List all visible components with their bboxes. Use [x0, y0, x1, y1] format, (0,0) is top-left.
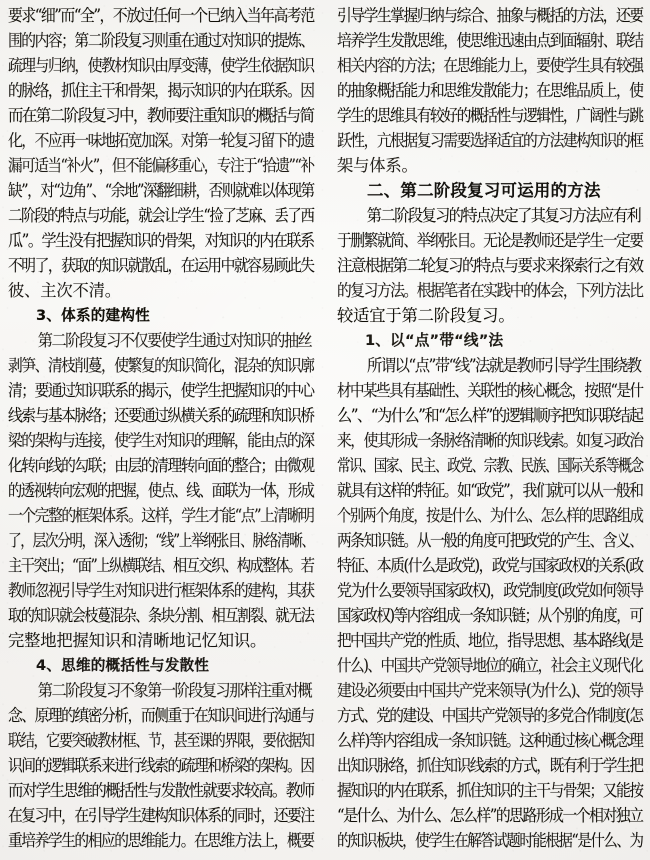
text-line: 来，使其形成一条脉络清晰的知识线索。如复习政治	[337, 431, 643, 450]
text-line: 就具有这样的特征。如“政党”，我们就可以从一般和	[337, 481, 643, 500]
text-line: 学生的思维具有较好的概括性与逻辑性，广阔性与跳	[337, 106, 643, 125]
text-line: 要求“细”而“全”，不放过任何一个已纳入当年高考范	[8, 6, 314, 25]
text-line: 两条知识链。从一般的角度可把政党的产生、含义、	[337, 531, 643, 550]
paragraph-first-line: 所谓以“点”带“线”法就是教师引导学生围绕教	[367, 356, 641, 375]
paragraph-last-line: 彼、主次不清。	[8, 281, 121, 300]
section-heading: 二、第二阶段复习可运用的方法	[367, 181, 601, 200]
paragraph-last-line: 完整地把握知识和清晰地记忆知识。	[8, 631, 267, 650]
text-line: 的透视转向宏观的把握，使点、线、面联为一体，形成	[8, 481, 314, 500]
text-line: 注意根据第二轮复习的特点与要求来探索行之有效	[337, 256, 643, 275]
text-line: 什么)、中国共产党领导地位的确立，社会主义现代化	[337, 656, 643, 675]
text-line: 一个完整的框架体系。这样，学生才能“点”上清晰明	[8, 506, 314, 525]
text-line: 把中国共产党的性质、地位，指导思想、基本路线(是	[337, 631, 643, 650]
text-line: 建设必须要由中国共产党来领导(为什么)、党的领导	[337, 681, 643, 700]
text-line: 联结，它要突破教材框、节，甚至课的界限，要依据知	[8, 731, 314, 750]
subsection-heading: 3、体系的建构性	[36, 307, 150, 324]
text-line: 么”、“为什么”和“怎么样”的逻辑顺序把知识联结起	[337, 406, 643, 425]
text-line: 瓜”。学生没有把握知识的骨架，对知识的内在联系	[8, 231, 314, 250]
text-line: 重培养学生的相应的思维能力。在思维方法上，概要	[8, 831, 314, 850]
text-line: 清；要通过知识联系的揭示，使学生把握知识的中心	[8, 381, 314, 400]
text-line: 的脉络，抓住主干和骨架，揭示知识的内在联系。因	[8, 81, 314, 100]
text-line: 念、原理的缜密分析，而侧重于在知识间进行沟通与	[8, 706, 314, 725]
text-line: 的复习方法。根据笔者在实践中的体会，下列方法比	[337, 281, 643, 300]
text-line: 么样)等内容组成一条知识链。这种通过核心概念理	[337, 731, 643, 750]
text-line: 个别两个角度，按是什么、为什么、怎么样的思路组成	[337, 506, 643, 525]
text-line: 相关内容的方法；在思维能力上，要使学生具有较强	[337, 56, 643, 75]
subsection-heading: 4、思维的概括性与发散性	[36, 657, 210, 674]
text-line: 二阶段的特点与功能，就会让学生“捡了芝麻、丢了西	[8, 206, 314, 225]
text-line: 化，不应再一味地拓宽加深。对第一轮复习留下的遗	[8, 131, 314, 150]
paragraph-last-line: 较适宜于第二阶段复习。	[337, 306, 515, 325]
text-line: 漏可适当“补火”，但不能偏移重心，专注于“拾遗”“补	[8, 156, 314, 175]
text-line: 剥笋、清枝削蔓，使繁复的知识简化，混杂的知识廓	[8, 356, 314, 375]
paragraph-first-line: 第二阶段复习不象第一阶段复习那样注重对概	[37, 681, 312, 700]
text-line: 出知识脉络，抓住知识线索的方式，既有利于学生把	[337, 756, 643, 775]
text-line: 不明了，获取的知识就散乱，在运用中就容易顾此失	[8, 256, 314, 275]
text-line: 引导学生掌握归纳与综合、抽象与概括的方法，还要	[337, 6, 643, 25]
text-line: 国家政权)等内容组成一条知识链；从个别的角度，可	[337, 606, 643, 625]
left-text-column	[0, 3, 325, 860]
text-line: 取的知识就会枝蔓混杂、条块分割、相互割裂、就无法	[8, 606, 314, 625]
text-line: 于删繁就简、举纲张目。无论是教师还是学生一定要	[337, 231, 643, 250]
text-line: 梁的架构与连接，使学生对知识的理解，能由点的深	[8, 431, 314, 450]
two-column-text-body	[0, 3, 650, 860]
text-line: 疏理与归纳，使教材知识由厚变薄，使学生依据知识	[8, 56, 314, 75]
text-line: 而对学生思维的概括性与发散性就要求较高。教师	[8, 781, 314, 800]
text-line: 了，层次分明，深入透彻；“线”上举纲张目、脉络清晰、	[8, 531, 314, 550]
text-line: 在复习中，在引导学生建构知识体系的同时，还要注	[8, 806, 314, 825]
text-line: 常识、国家、民主、政党、宗教、民族、国际关系等概念	[337, 456, 643, 475]
text-line: 识间的逻辑联系来进行线索的疏理和桥梁的架构。因	[8, 756, 314, 775]
text-line: “是什么、为什么、怎么样”的思路形成一个相对独立	[337, 806, 643, 825]
text-line: 而在第二阶段复习中，教师要注重知识的概括与简	[8, 106, 314, 125]
subsection-heading: 1、以“点”带“线”法	[365, 332, 504, 349]
text-line: 教师忽视引导学生对知识进行框架体系的建构，其获	[8, 581, 314, 600]
text-line: 线索与基本脉络；还要通过纵横关系的疏理和知识桥	[8, 406, 314, 425]
paragraph-first-line: 第二阶段复习不仅要使学生通过对知识的抽丝	[37, 331, 312, 350]
text-line: 围的内容；第二阶段复习则重在通过对知识的提炼、	[8, 31, 314, 50]
text-line: 培养学生发散思维，使思维迅速由点到面辐射、联结	[337, 31, 643, 50]
text-line: 主干突出；“面”上纵横联结、相互交织、构成整体。若	[8, 556, 314, 575]
text-line: 的抽象概括能力和思维发散能力；在思维品质上，使	[337, 81, 643, 100]
text-line: 方式、党的建设、中国共产党领导的多党合作制度(怎	[337, 706, 643, 725]
text-line: 党为什么要领导国家政权)，政党制度(政党如何领导	[337, 581, 643, 600]
text-line: 材中某些具有基础性、关联性的核心概念，按照“是什	[337, 381, 643, 400]
text-line: 化转向线的勾联；由层的清理转向面的整合；由微观	[8, 456, 314, 475]
paragraph-first-line: 第二阶段复习的特点决定了其复习方法应有利	[366, 206, 641, 225]
text-line: 缺”，对“边角”、“余地”深翻细耕，否则就难以体现第	[8, 181, 314, 200]
text-line: 握知识的内在联系，抓住知识的主干与骨架；又能按	[337, 781, 643, 800]
right-text-column	[325, 3, 650, 860]
text-line: 的知识板块，使学生在解答试题时能根据“是什么、为	[337, 831, 643, 850]
paragraph-last-line: 架与体系。	[337, 156, 418, 175]
text-line: 跃性，亢根据复习需要选择适宜的方法建构知识的框	[337, 131, 643, 150]
text-line: 特征、本质(什么是政党)，政党与国家政权的关系(政	[337, 556, 643, 575]
